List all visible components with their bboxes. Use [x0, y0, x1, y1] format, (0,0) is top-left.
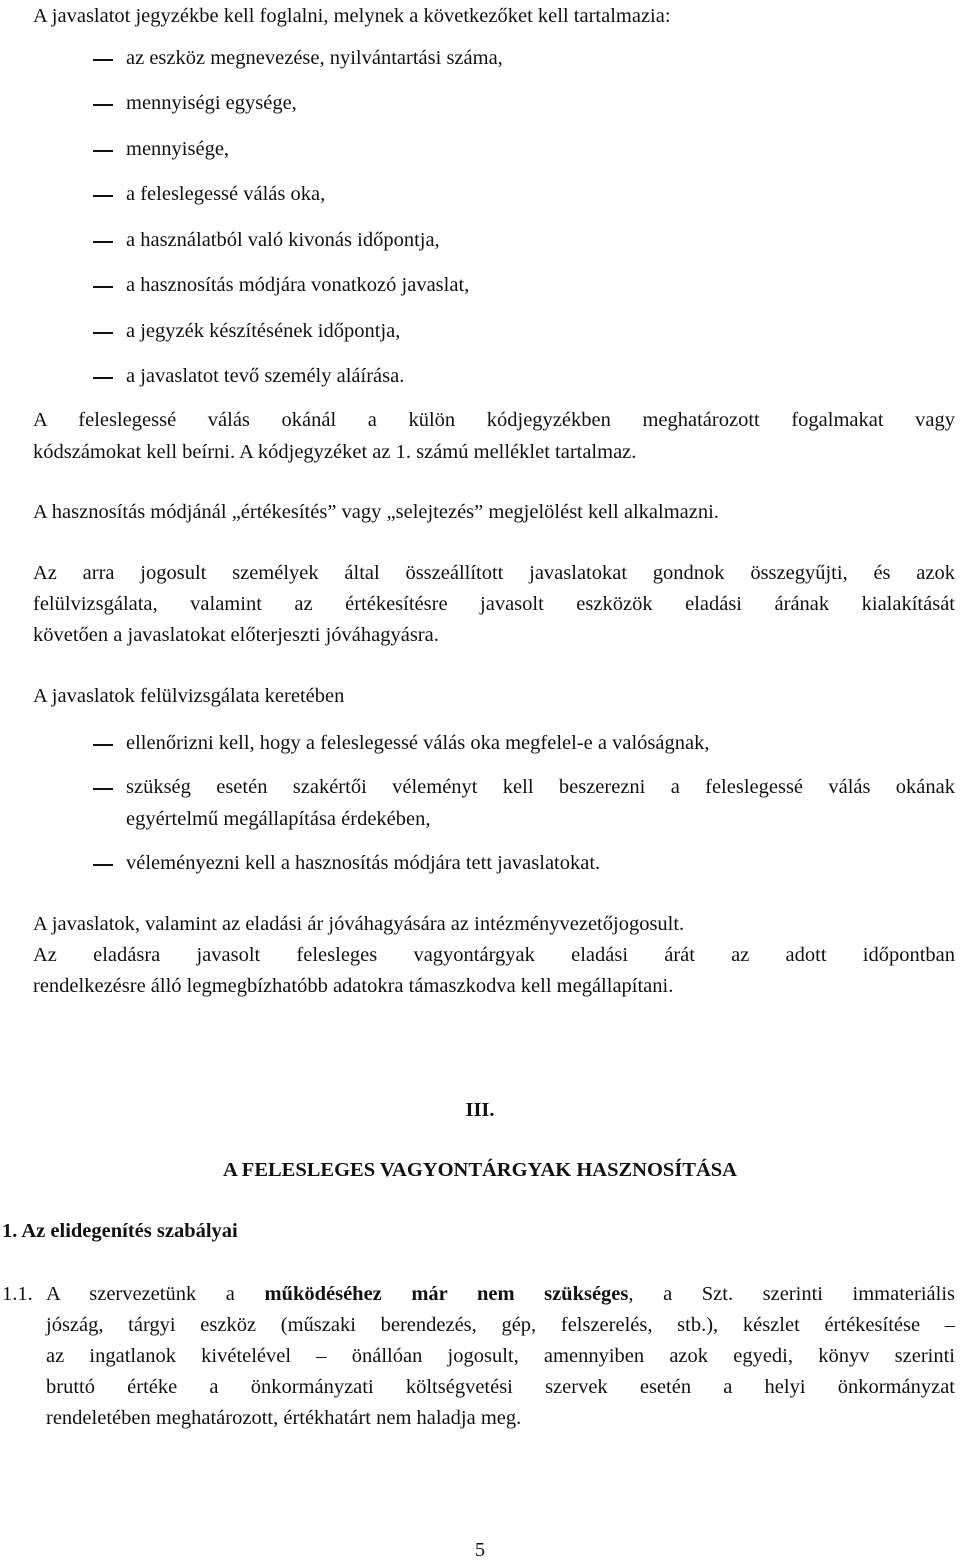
dash-icon — [93, 788, 113, 789]
list-item-continuation: egyértelmű megállapítása érdekében, — [126, 808, 431, 830]
dash-icon — [93, 744, 113, 745]
subsection-line: A szervezetünk a működéséhez már nem szükséges, a Szt. szerinti immateriális — [46, 1283, 956, 1305]
chapter-number: III. — [465, 1099, 495, 1121]
paragraph: A javaslatok felülvizsgálata keretében — [33, 685, 345, 707]
dash-icon — [93, 195, 113, 196]
dash-icon — [93, 286, 113, 287]
dash-icon — [93, 104, 113, 105]
chapter-title: A FELESLEGES VAGYONTÁRGYAK HASZNOSÍTÁSA — [223, 1159, 737, 1181]
paragraph-line: Az eladásra javasolt felesleges vagyontárgyak eladási árát az adott időpontban — [33, 944, 955, 966]
subsection-line: rendeletében meghatározott, értékhatárt nem haladja meg. — [46, 1407, 522, 1429]
dash-icon — [93, 59, 113, 60]
subsection-line: jószág, tárgyi eszköz (műszaki berendezés, gép, felszerelés, stb.), készlet értékesítése – — [46, 1314, 955, 1336]
subsection-line: az ingatlanok kivételével – önállóan jogosult, amennyiben azok egyedi, könyv szerinti — [46, 1345, 955, 1367]
intro-text: A javaslatot jegyzékbe kell foglalni, melynek a következőket kell tartalmazia: — [33, 5, 671, 27]
section-title: 1. Az elidegenítés szabályai — [2, 1220, 238, 1242]
dash-icon — [93, 332, 113, 333]
paragraph-line: követően a javaslatokat előterjeszti jóváhagyásra. — [33, 624, 439, 646]
paragraph-line: A feleslegessé válás okánál a külön kódjegyzékben meghatározott fogalmakat vagy — [33, 409, 955, 431]
dash-icon — [93, 864, 113, 865]
page-number: 5 — [474, 1539, 486, 1561]
dash-icon — [93, 241, 113, 242]
paragraph-line: felülvizsgálata, valamint az értékesítésre javasolt eszközök eladási árának kialakítását — [33, 593, 955, 615]
paragraph-line: rendelkezésre álló legmegbízhatóbb adatokra támaszkodva kell megállapítani. — [33, 975, 674, 997]
paragraph: A javaslatok, valamint az eladási ár jóváhagyására az intézményvezetőjogosult. — [33, 913, 685, 935]
paragraph-line: kódszámokat kell beírni. A kódjegyzéket az 1. számú melléklet tartalmaz. — [33, 441, 637, 463]
subsection-line: bruttó értéke a önkormányzati költségvetési szervek esetén a helyi önkormányzat — [46, 1376, 955, 1398]
dash-icon — [93, 377, 113, 378]
paragraph: A hasznosítás módjánál „értékesítés” vagy „selejtezés” megjelölést kell alkalmazni. — [33, 501, 719, 523]
paragraph-line: Az arra jogosult személyek által összeállított javaslatokat gondnok összegyűjti, és azok — [33, 562, 955, 584]
dash-icon — [93, 150, 113, 151]
subsection-number: 1.1. — [2, 1283, 33, 1305]
